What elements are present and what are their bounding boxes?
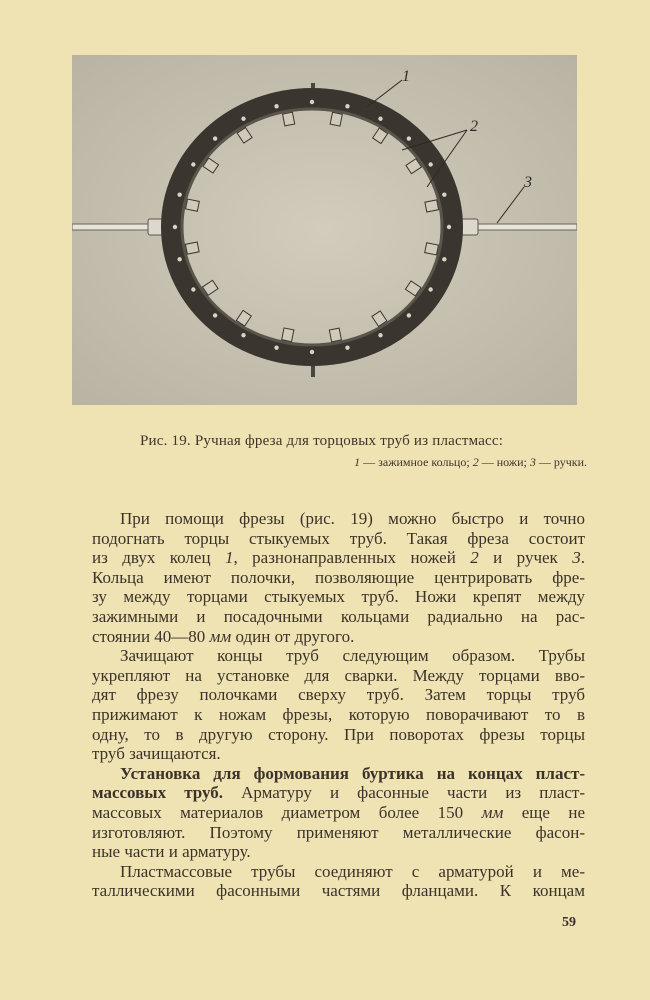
- text-line: [92, 803, 585, 823]
- ring-hole: [173, 225, 177, 229]
- knife: [186, 199, 200, 211]
- label-1: 1: [402, 68, 410, 85]
- ring-hole: [442, 257, 446, 261]
- text-segment: прижимают к ножам фрезы, которую поворачивают то в: [92, 704, 585, 724]
- text-segment: таллическими фасонными частями фланцами. К концам: [92, 881, 585, 901]
- legend-num-1: 1: [354, 455, 361, 469]
- text-line: [92, 705, 585, 725]
- ring-hole: [447, 225, 451, 229]
- text-line: [92, 607, 585, 627]
- text-segment: 2: [470, 548, 479, 568]
- text-line: [92, 823, 585, 843]
- ring-hole: [378, 117, 382, 121]
- text-segment: и ручек: [478, 548, 573, 568]
- ring-hole: [274, 346, 278, 350]
- text-line: [92, 627, 585, 647]
- ring-hole: [191, 162, 195, 166]
- ring-hole: [177, 257, 181, 261]
- ring-hole: [378, 333, 382, 337]
- text-line: [92, 509, 585, 529]
- text-line: [92, 783, 585, 803]
- text-line: [92, 881, 585, 901]
- ring-hole: [177, 192, 181, 196]
- text-segment: укрепляют на установке для сварки. Между торцами вво-: [92, 665, 585, 685]
- body-text: [92, 509, 585, 901]
- text-line: [92, 842, 585, 862]
- ring-hole: [407, 313, 411, 317]
- text-line: [92, 744, 585, 764]
- ring-hole: [310, 100, 314, 104]
- text-segment: зу между торцами стыкуемых труб. Ножи крепят между: [92, 587, 585, 607]
- ring-hole: [274, 104, 278, 108]
- text-segment: еще не: [503, 802, 585, 822]
- text-segment: мм: [481, 802, 504, 822]
- label-2: 2: [470, 118, 478, 135]
- text-line: [92, 548, 585, 568]
- legend-text-3: — ручки.: [535, 455, 587, 469]
- knife: [425, 243, 439, 255]
- text-segment: 1: [224, 548, 234, 568]
- label-3: 3: [524, 174, 532, 191]
- text-line: [92, 725, 585, 745]
- text-segment: При помощи фрезы (рис. 19) можно быстро и точно: [120, 509, 585, 528]
- text-segment: Пластмассовые трубы соединяют с арматурой и ме-: [120, 861, 585, 881]
- legend-text-2: — ножи;: [478, 455, 530, 469]
- text-segment: ные части и арматуру.: [92, 842, 251, 862]
- text-segment: труб зачищаются.: [92, 744, 221, 764]
- text-segment: зажимными и посадочными кольцами радиально на рас-: [92, 606, 585, 626]
- text-line: [92, 568, 585, 588]
- text-segment: 3: [572, 548, 581, 568]
- page-number: 59: [562, 915, 576, 930]
- ring-hole: [345, 104, 349, 108]
- knife: [329, 328, 341, 342]
- text-segment: , разнонаправленных ножей: [233, 548, 471, 568]
- text-line: [92, 862, 585, 882]
- text-segment: дят фрезу полочками сверху труб. Затем торцы труб: [92, 685, 585, 705]
- text-segment: мм: [209, 626, 232, 646]
- text-line: [92, 587, 585, 607]
- text-segment: стоянии 40—80: [92, 626, 210, 646]
- knife: [425, 200, 439, 212]
- ring-hole: [407, 136, 411, 140]
- legend-num-3: 3: [529, 455, 536, 469]
- text-segment: Зачищают концы труб следующим образом. Трубы: [120, 646, 585, 666]
- text-segment: подогнать торцы стыкуемых труб. Такая фреза состоит: [92, 528, 585, 548]
- ring-hole: [241, 117, 245, 121]
- ring-hole: [345, 346, 349, 350]
- figure-caption-title: Рис. 19. Ручная фреза для торцовых труб из пластмасс:: [140, 433, 504, 449]
- text-line: [92, 529, 585, 549]
- text-segment: из двух колец: [92, 548, 225, 568]
- text-line: [92, 646, 585, 666]
- text-segment: один от другого.: [231, 626, 355, 646]
- ring-hole: [213, 136, 217, 140]
- knife: [282, 328, 294, 342]
- text-segment: массовых труб.: [92, 783, 224, 803]
- text-segment: .: [580, 548, 585, 568]
- text-line: [92, 764, 585, 784]
- text-segment: массовых материалов диаметром более 150: [92, 802, 482, 822]
- text-segment: одну, то в другую сторону. При поворотах фрезы торцы: [92, 724, 585, 744]
- ring-hole: [428, 162, 432, 166]
- text-segment: Установка для формования буртика на концах пласт-: [120, 763, 585, 783]
- ring-hole: [191, 287, 195, 291]
- text-line: [92, 685, 585, 705]
- text-line: [92, 666, 585, 686]
- legend-num-2: 2: [472, 455, 479, 469]
- knife: [330, 112, 342, 126]
- knife: [185, 242, 199, 254]
- ring-hole: [241, 333, 245, 337]
- text-segment: Арматуру и фасонные части из пласт-: [223, 783, 586, 803]
- ring-hole: [428, 287, 432, 291]
- ring-hole: [442, 192, 446, 196]
- legend-text-1: — зажимное кольцо;: [360, 455, 473, 469]
- knife: [283, 112, 295, 126]
- figure-photo-milling-cutter: [72, 55, 577, 405]
- ring-hole: [310, 350, 314, 354]
- text-segment: изготовляют. Поэтому применяют металлические фасон-: [92, 822, 585, 842]
- ring-hole: [213, 313, 217, 317]
- text-segment: Кольца имеют полочки, позволяющие центрировать фре-: [92, 567, 585, 587]
- figure-caption-legend: [270, 455, 587, 470]
